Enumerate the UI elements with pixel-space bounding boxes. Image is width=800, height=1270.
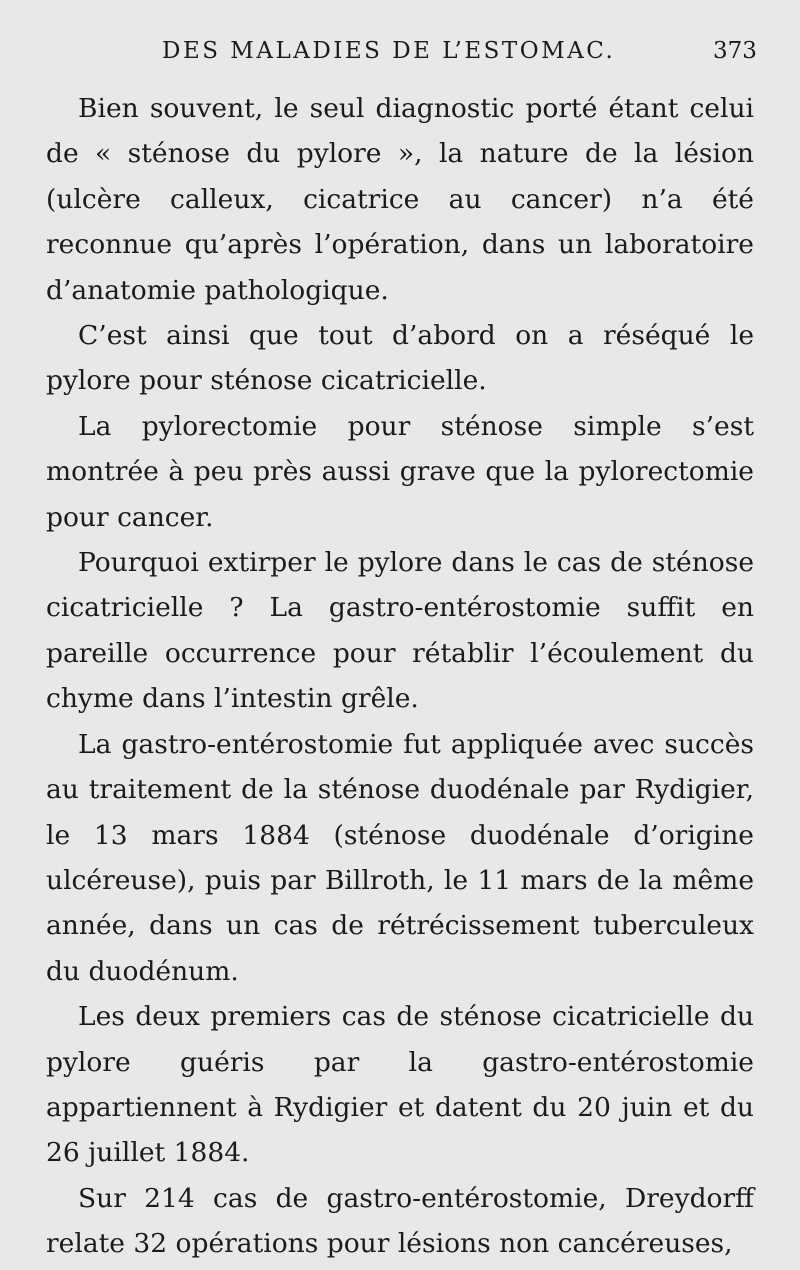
paragraph: La pylorectomie pour sténose simple s’est montrée à peu près aussi grave que la pylorectomie pour cancer. [46, 410, 754, 533]
paragraph: La gastro-entérostomie fut appliquée avec succès au traitement de la sténose duodénale par Rydigier, le 13 mars 1884 (sténose duodénale d’origine ulcéreuse), puis par Billroth, le 11 mars de la même année, dans un cas de rétrécissement tuberculeux du duodénum. [46, 728, 754, 987]
paragraph: C’est ainsi que tout d’abord on a réséqué le pylore pour sténose cicatricielle. [46, 320, 754, 397]
paragraph: Bien souvent, le seul diagnostic porté étant celui de « sténose du pylore », la nature de la lésion (ulcère calleux, cicatrice au cancer) n’a été reconnue qu’après l’opération, dans un laboratoire d’anatomie pathologique. [46, 93, 754, 306]
paragraph: Les deux premiers cas de sténose cicatricielle du pylore guéris par la gastro-entérostomie appartiennent à Rydigier et datent du 20 juin et du 26 juillet 1884. [46, 1001, 754, 1169]
running-head [0, 38, 800, 78]
page-number: 373 [713, 38, 757, 64]
paragraph: Sur 214 cas de gastro-entérostomie, Dreydorff relate 32 opérations pour lésions non cancéreuses, [46, 1182, 754, 1260]
body-text [46, 86, 754, 1267]
running-title: DES MALADIES DE L’ESTOMAC. [162, 38, 616, 64]
paragraph: Pourquoi extirper le pylore dans le cas de sténose cicatricielle ? La gastro-entérostomie suffit en pareille occurrence pour rétablir l’écoulement du chyme dans l’intestin grêle. [46, 547, 754, 715]
